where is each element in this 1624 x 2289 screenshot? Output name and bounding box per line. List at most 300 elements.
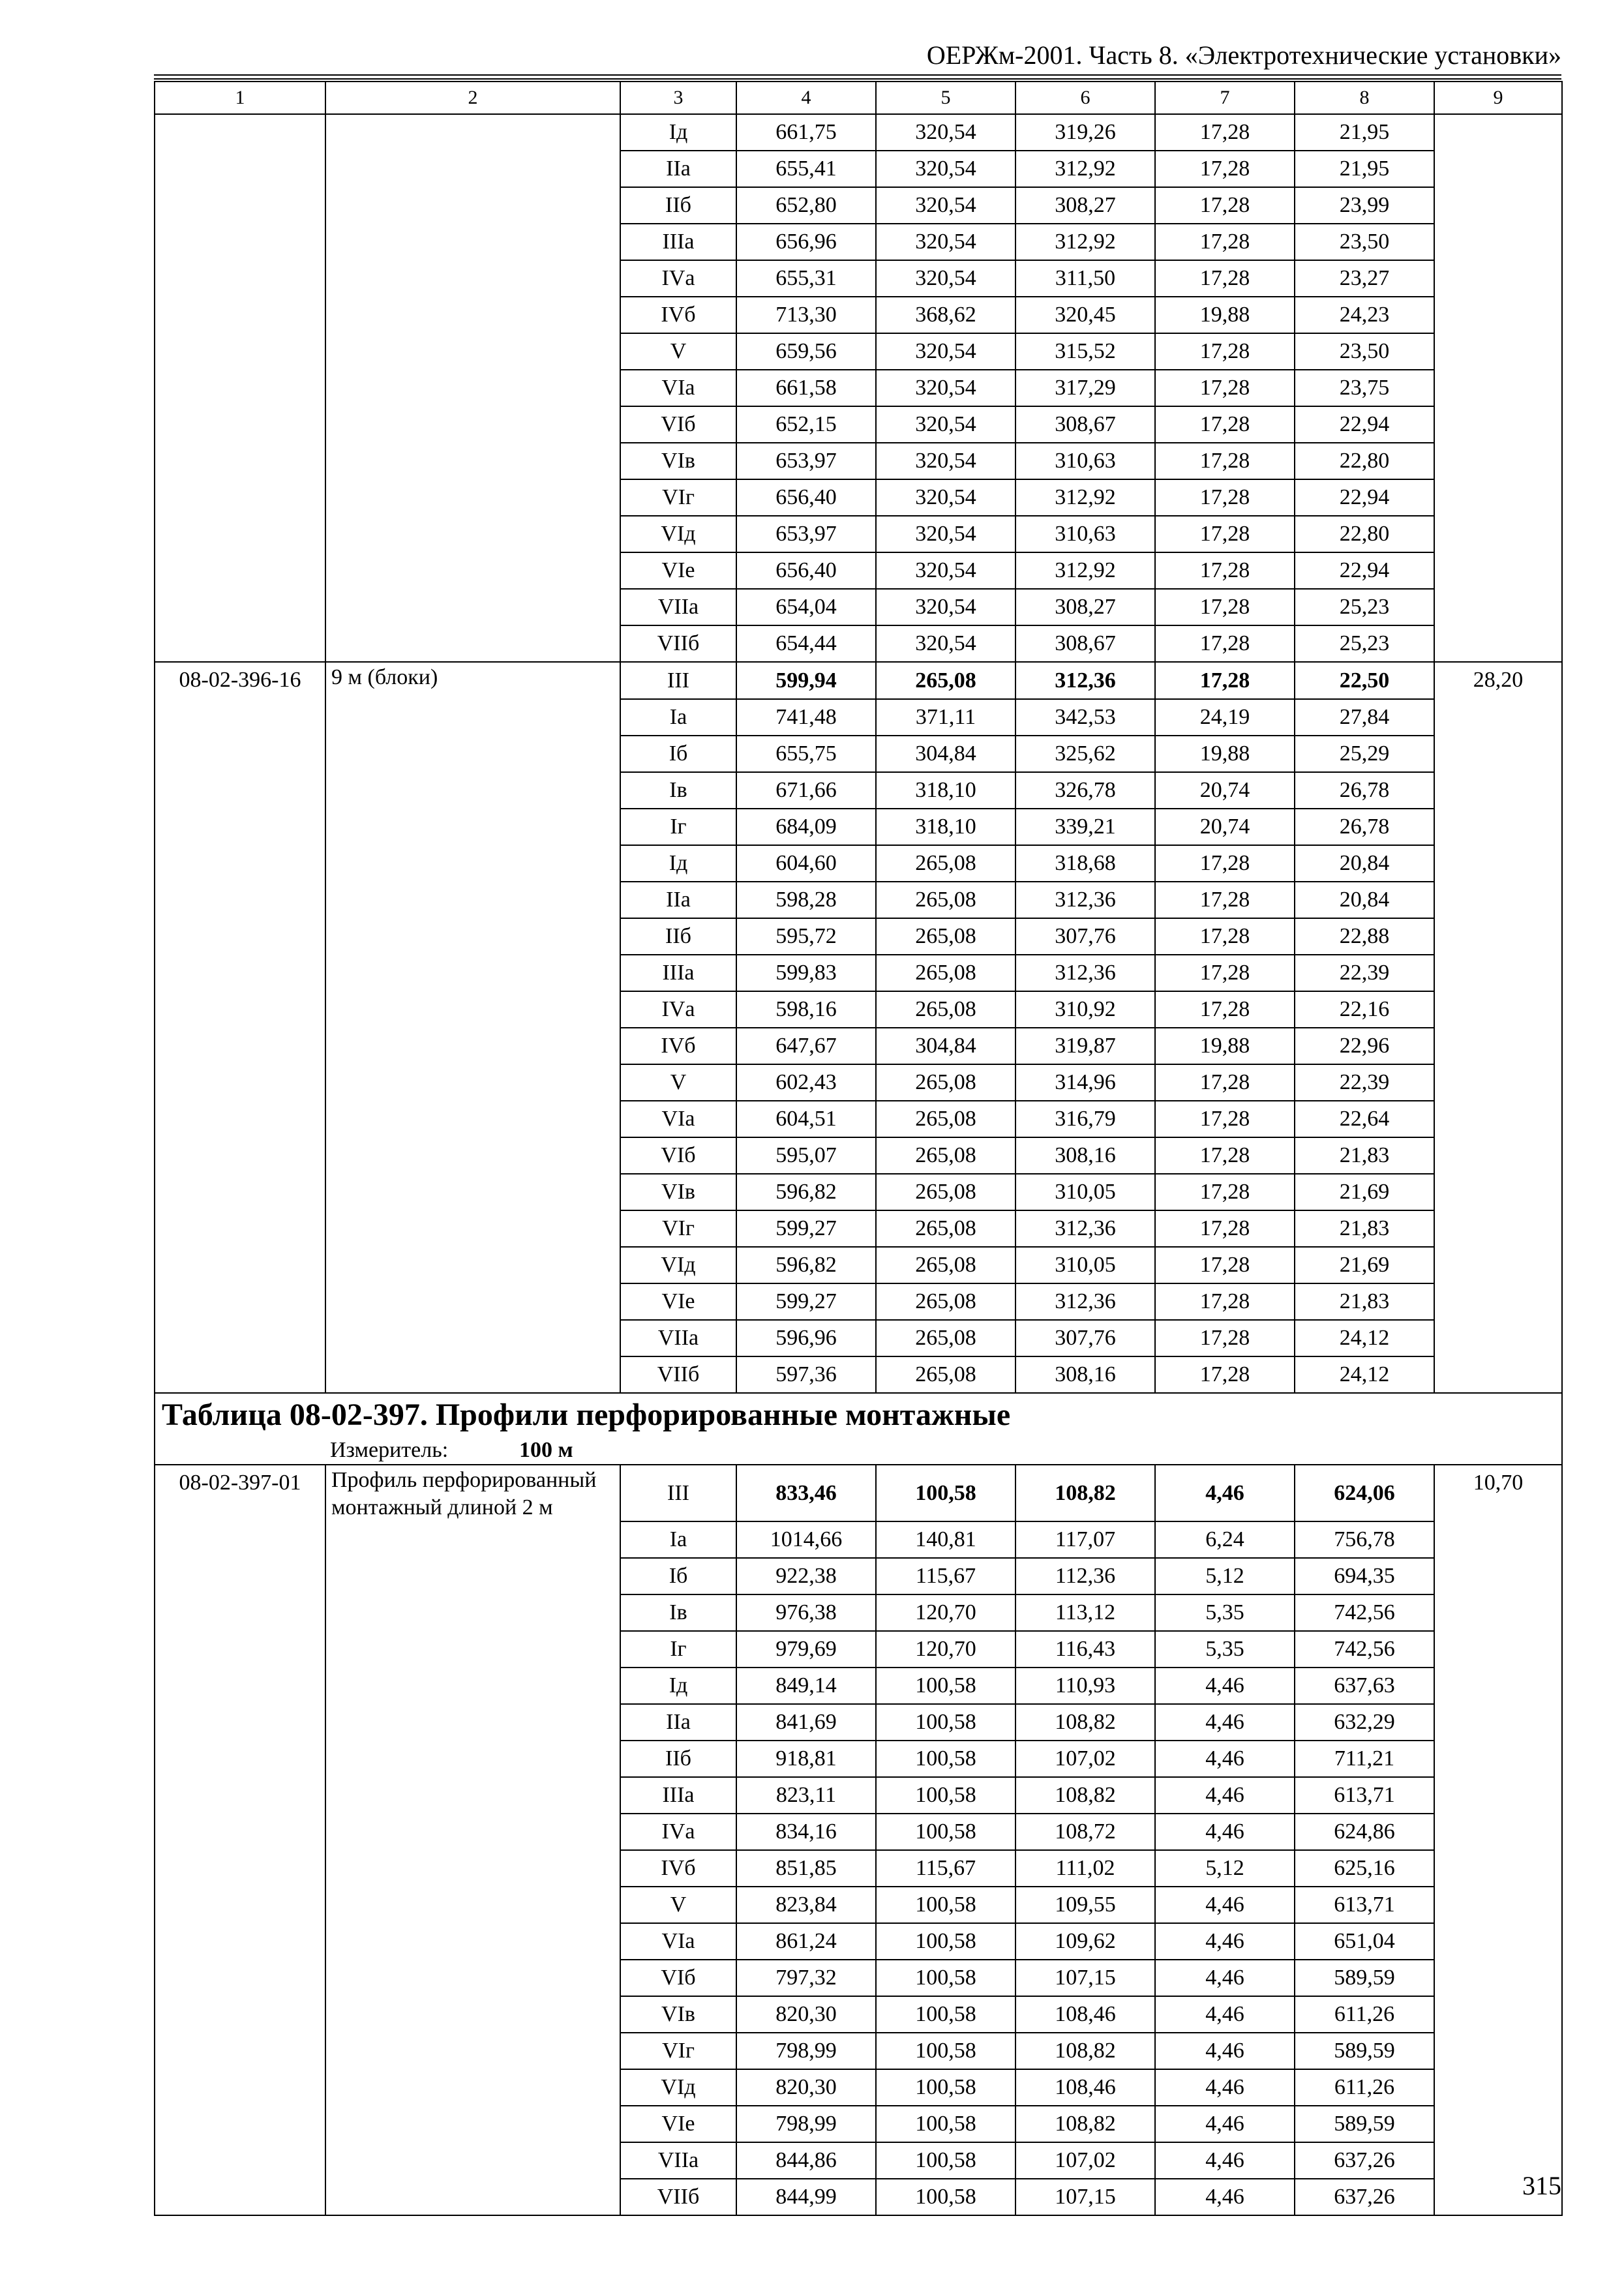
value-cell: 599,27: [736, 1283, 876, 1320]
value-cell: 312,36: [1015, 1210, 1155, 1247]
value-cell: 21,69: [1295, 1174, 1434, 1210]
value-cell: 320,54: [876, 479, 1015, 516]
code-cell: [155, 1777, 325, 1814]
table-row: [155, 406, 1562, 443]
name-cell: [325, 2142, 620, 2179]
value-cell: 611,26: [1295, 1996, 1434, 2033]
value-cell: 6,24: [1155, 1521, 1295, 1558]
value-cell: 320,54: [876, 443, 1015, 479]
value-cell: 595,72: [736, 918, 876, 955]
class-cell: IIб: [620, 1741, 736, 1777]
value-cell: 742,56: [1295, 1594, 1434, 1631]
class-cell: VIа: [620, 370, 736, 406]
value-cell: 21,95: [1295, 114, 1434, 151]
code-cell: [155, 443, 325, 479]
value-cell: 100,58: [876, 1887, 1015, 1923]
header-rule-double: [154, 78, 1561, 80]
class-cell: VIIб: [620, 2179, 736, 2215]
class-cell: VIе: [620, 2106, 736, 2142]
name-cell: [325, 333, 620, 370]
value-cell: 25,23: [1295, 625, 1434, 662]
value-cell: 17,28: [1155, 224, 1295, 260]
value-cell: 320,54: [876, 224, 1015, 260]
value-cell: 598,16: [736, 991, 876, 1028]
value-cell: 659,56: [736, 333, 876, 370]
value-cell: 5,35: [1155, 1594, 1295, 1631]
value-cell: 4,46: [1155, 2106, 1295, 2142]
name-cell: [325, 1064, 620, 1101]
value-cell: 312,92: [1015, 479, 1155, 516]
class-cell: VIб: [620, 1960, 736, 1996]
class-cell: IIа: [620, 1704, 736, 1741]
class-cell: IIа: [620, 151, 736, 187]
coefficient-cell: [1434, 1320, 1562, 1356]
coefficient-cell: [1434, 1923, 1562, 1960]
value-cell: 311,50: [1015, 260, 1155, 297]
value-cell: 17,28: [1155, 443, 1295, 479]
coefficient-cell: [1434, 406, 1562, 443]
value-cell: 861,24: [736, 1923, 876, 1960]
value-cell: 112,36: [1015, 1558, 1155, 1594]
column-number: 1: [155, 82, 325, 114]
value-cell: 613,71: [1295, 1777, 1434, 1814]
name-cell: [325, 2106, 620, 2142]
value-cell: 314,96: [1015, 1064, 1155, 1101]
coefficient-cell: [1434, 516, 1562, 552]
class-cell: VIд: [620, 516, 736, 552]
value-cell: 108,82: [1015, 2106, 1155, 2142]
name-cell: [325, 699, 620, 736]
value-cell: 742,56: [1295, 1631, 1434, 1668]
name-cell: [325, 772, 620, 809]
class-cell: IVа: [620, 260, 736, 297]
value-cell: 632,29: [1295, 1704, 1434, 1741]
value-cell: 117,07: [1015, 1521, 1155, 1558]
value-cell: 19,88: [1155, 736, 1295, 772]
value-cell: 304,84: [876, 1028, 1015, 1064]
value-cell: 265,08: [876, 1320, 1015, 1356]
column-number: 2: [325, 82, 620, 114]
value-cell: 17,28: [1155, 151, 1295, 187]
value-cell: 120,70: [876, 1631, 1015, 1668]
value-cell: 265,08: [876, 955, 1015, 991]
value-cell: 265,08: [876, 1247, 1015, 1283]
code-cell: [155, 845, 325, 882]
class-cell: IIIа: [620, 955, 736, 991]
table-row: [155, 333, 1562, 370]
column-number: 4: [736, 82, 876, 114]
value-cell: 589,59: [1295, 2033, 1434, 2069]
unit-line: [162, 1437, 1561, 1464]
name-cell: [325, 443, 620, 479]
code-cell: [155, 114, 325, 151]
value-cell: 24,23: [1295, 297, 1434, 333]
coefficient-cell: [1434, 1137, 1562, 1174]
value-cell: 22,16: [1295, 991, 1434, 1028]
class-cell: VIIб: [620, 625, 736, 662]
value-cell: 841,69: [736, 1704, 876, 1741]
value-cell: 342,53: [1015, 699, 1155, 736]
value-cell: 22,39: [1295, 955, 1434, 991]
page-number: 315: [1522, 2171, 1561, 2200]
class-cell: Iд: [620, 845, 736, 882]
name-cell: [325, 918, 620, 955]
table-row: [155, 187, 1562, 224]
table-row: [155, 224, 1562, 260]
class-cell: VIд: [620, 1247, 736, 1283]
value-cell: 17,28: [1155, 1283, 1295, 1320]
value-cell: 834,16: [736, 1814, 876, 1850]
value-cell: 100,58: [876, 1960, 1015, 1996]
value-cell: 100,58: [876, 2142, 1015, 2179]
value-cell: 310,05: [1015, 1174, 1155, 1210]
code-cell: [155, 736, 325, 772]
value-cell: 100,58: [876, 1996, 1015, 2033]
code-cell: [155, 625, 325, 662]
class-cell: VIIа: [620, 1320, 736, 1356]
class-cell: III: [620, 1465, 736, 1521]
code-cell: [155, 151, 325, 187]
table-row: [155, 1631, 1562, 1668]
coefficient-cell: [1434, 224, 1562, 260]
code-cell: [155, 1028, 325, 1064]
column-number: 5: [876, 82, 1015, 114]
value-cell: 308,67: [1015, 406, 1155, 443]
value-cell: 797,32: [736, 1960, 876, 1996]
value-cell: 17,28: [1155, 625, 1295, 662]
table-row: [155, 699, 1562, 736]
value-cell: 17,28: [1155, 882, 1295, 918]
class-cell: IVб: [620, 1028, 736, 1064]
table-row: [155, 918, 1562, 955]
name-cell: [325, 516, 620, 552]
name-cell: [325, 406, 620, 443]
value-cell: 17,28: [1155, 479, 1295, 516]
class-cell: Iв: [620, 772, 736, 809]
value-cell: 653,97: [736, 516, 876, 552]
value-cell: 17,28: [1155, 1247, 1295, 1283]
coefficient-cell: [1434, 1594, 1562, 1631]
value-cell: 4,46: [1155, 1704, 1295, 1741]
code-cell: [155, 187, 325, 224]
table-row: [155, 1247, 1562, 1283]
table-row: [155, 2142, 1562, 2179]
class-cell: VIб: [620, 406, 736, 443]
value-cell: 19,88: [1155, 1028, 1295, 1064]
value-cell: 589,59: [1295, 1960, 1434, 1996]
value-cell: 611,26: [1295, 2069, 1434, 2106]
coefficient-cell: [1434, 1741, 1562, 1777]
value-cell: 671,66: [736, 772, 876, 809]
value-cell: 308,16: [1015, 1137, 1155, 1174]
value-cell: 656,40: [736, 479, 876, 516]
name-cell: [325, 1704, 620, 1741]
coefficient-cell: [1434, 918, 1562, 955]
running-header: [154, 37, 1561, 74]
value-cell: 100,58: [876, 1777, 1015, 1814]
name-cell: [325, 1247, 620, 1283]
class-cell: VIа: [620, 1101, 736, 1137]
coefficient-cell: [1434, 552, 1562, 589]
value-cell: 108,46: [1015, 2069, 1155, 2106]
code-cell: [155, 991, 325, 1028]
table-row: [155, 991, 1562, 1028]
name-cell: [325, 1521, 620, 1558]
value-cell: 17,28: [1155, 187, 1295, 224]
value-cell: 108,82: [1015, 1465, 1155, 1521]
value-cell: 100,58: [876, 1465, 1015, 1521]
value-cell: 798,99: [736, 2033, 876, 2069]
code-cell: [155, 1668, 325, 1704]
section-cell: [155, 1393, 1562, 1465]
value-cell: 265,08: [876, 1356, 1015, 1393]
table-row: [155, 1064, 1562, 1101]
value-cell: 653,97: [736, 443, 876, 479]
coefficient-cell: 10,70: [1434, 1465, 1562, 1521]
name-cell: [325, 589, 620, 625]
coefficient-cell: [1434, 1064, 1562, 1101]
value-cell: 100,58: [876, 1923, 1015, 1960]
value-cell: 326,78: [1015, 772, 1155, 809]
coefficient-cell: [1434, 1174, 1562, 1210]
table-row: [155, 882, 1562, 918]
code-cell: [155, 1101, 325, 1137]
value-cell: 312,92: [1015, 224, 1155, 260]
value-cell: 100,58: [876, 1814, 1015, 1850]
value-cell: 654,04: [736, 589, 876, 625]
name-cell: Профиль перфорированный монтажный длиной 2 м: [325, 1465, 620, 1521]
value-cell: 918,81: [736, 1741, 876, 1777]
class-cell: VIе: [620, 1283, 736, 1320]
table-row: [155, 1996, 1562, 2033]
value-cell: 304,84: [876, 736, 1015, 772]
table-row: [155, 2069, 1562, 2106]
value-cell: 265,08: [876, 662, 1015, 699]
value-cell: 976,38: [736, 1594, 876, 1631]
name-cell: [325, 114, 620, 151]
class-cell: VIе: [620, 552, 736, 589]
value-cell: 22,80: [1295, 443, 1434, 479]
coefficient-cell: [1434, 736, 1562, 772]
class-cell: IVа: [620, 1814, 736, 1850]
value-cell: 17,28: [1155, 589, 1295, 625]
value-cell: 17,28: [1155, 1101, 1295, 1137]
value-cell: 4,46: [1155, 1777, 1295, 1814]
class-cell: V: [620, 1887, 736, 1923]
class-cell: V: [620, 333, 736, 370]
table-row: [155, 1887, 1562, 1923]
class-cell: III: [620, 662, 736, 699]
code-cell: [155, 1850, 325, 1887]
value-cell: 613,71: [1295, 1887, 1434, 1923]
coefficient-cell: [1434, 114, 1562, 151]
code-cell: [155, 1137, 325, 1174]
value-cell: 624,86: [1295, 1814, 1434, 1850]
value-cell: 111,02: [1015, 1850, 1155, 1887]
value-cell: 316,79: [1015, 1101, 1155, 1137]
value-cell: 17,28: [1155, 955, 1295, 991]
value-cell: 17,28: [1155, 1320, 1295, 1356]
value-cell: 22,39: [1295, 1064, 1434, 1101]
value-cell: 4,46: [1155, 2069, 1295, 2106]
code-cell: 08-02-397-01: [155, 1465, 325, 1521]
coefficient-cell: [1434, 809, 1562, 845]
class-cell: Iа: [620, 1521, 736, 1558]
table-row: [155, 297, 1562, 333]
unit-label: Измеритель:: [330, 1438, 449, 1462]
value-cell: 5,12: [1155, 1850, 1295, 1887]
table-row: [155, 1777, 1562, 1814]
code-cell: [155, 1064, 325, 1101]
coefficient-cell: [1434, 845, 1562, 882]
table-row: [155, 1028, 1562, 1064]
class-cell: VIг: [620, 1210, 736, 1247]
name-cell: [325, 552, 620, 589]
name-cell: [325, 1137, 620, 1174]
value-cell: 320,54: [876, 552, 1015, 589]
value-cell: 310,92: [1015, 991, 1155, 1028]
name-cell: [325, 2179, 620, 2215]
name-cell: [325, 1210, 620, 1247]
value-cell: 310,05: [1015, 1247, 1155, 1283]
value-cell: 310,63: [1015, 516, 1155, 552]
class-cell: VIб: [620, 1137, 736, 1174]
value-cell: 21,83: [1295, 1283, 1434, 1320]
table-row: [155, 370, 1562, 406]
coefficient-cell: [1434, 260, 1562, 297]
class-cell: VIа: [620, 1923, 736, 1960]
value-cell: 604,51: [736, 1101, 876, 1137]
price-table: [154, 81, 1563, 2216]
table-row: [155, 845, 1562, 882]
class-cell: Iд: [620, 114, 736, 151]
table-row: [155, 1101, 1562, 1137]
name-cell: [325, 1960, 620, 1996]
value-cell: 320,54: [876, 260, 1015, 297]
coefficient-cell: [1434, 1668, 1562, 1704]
value-cell: 113,12: [1015, 1594, 1155, 1631]
code-cell: [155, 2033, 325, 2069]
value-cell: 823,84: [736, 1887, 876, 1923]
value-cell: 325,62: [1015, 736, 1155, 772]
value-cell: 17,28: [1155, 1064, 1295, 1101]
name-cell: [325, 625, 620, 662]
coefficient-cell: [1434, 1777, 1562, 1814]
name-cell: [325, 2033, 620, 2069]
value-cell: 26,78: [1295, 772, 1434, 809]
value-cell: 20,84: [1295, 845, 1434, 882]
name-cell: [325, 1850, 620, 1887]
value-cell: 107,02: [1015, 2142, 1155, 2179]
code-cell: [155, 918, 325, 955]
table-row: [155, 2179, 1562, 2215]
code-cell: [155, 297, 325, 333]
value-cell: 308,67: [1015, 625, 1155, 662]
value-cell: 308,27: [1015, 187, 1155, 224]
coefficient-cell: [1434, 589, 1562, 625]
code-cell: [155, 1814, 325, 1850]
class-cell: VIIб: [620, 1356, 736, 1393]
value-cell: 265,08: [876, 845, 1015, 882]
coefficient-cell: [1434, 187, 1562, 224]
table-row: [155, 552, 1562, 589]
value-cell: 320,54: [876, 589, 1015, 625]
table-row: [155, 1850, 1562, 1887]
code-cell: [155, 699, 325, 736]
name-cell: [325, 1174, 620, 1210]
value-cell: 17,28: [1155, 845, 1295, 882]
class-cell: IVб: [620, 297, 736, 333]
name-cell: [325, 1741, 620, 1777]
table-row: [155, 1356, 1562, 1393]
value-cell: 315,52: [1015, 333, 1155, 370]
coefficient-cell: [1434, 443, 1562, 479]
value-cell: 651,04: [1295, 1923, 1434, 1960]
value-cell: 20,84: [1295, 882, 1434, 918]
value-cell: 310,63: [1015, 443, 1155, 479]
column-number: 7: [1155, 82, 1295, 114]
value-cell: 851,85: [736, 1850, 876, 1887]
value-cell: 17,28: [1155, 552, 1295, 589]
name-cell: [325, 1996, 620, 2033]
name-cell: [325, 1631, 620, 1668]
name-cell: [325, 809, 620, 845]
table-row: [155, 1137, 1562, 1174]
value-cell: 22,64: [1295, 1101, 1434, 1137]
class-cell: VIд: [620, 2069, 736, 2106]
coefficient-cell: [1434, 1101, 1562, 1137]
value-cell: 22,80: [1295, 516, 1434, 552]
value-cell: 637,63: [1295, 1668, 1434, 1704]
name-cell: [325, 955, 620, 991]
table-row: [155, 1704, 1562, 1741]
value-cell: 979,69: [736, 1631, 876, 1668]
value-cell: 4,46: [1155, 2142, 1295, 2179]
value-cell: 320,54: [876, 516, 1015, 552]
value-cell: 17,28: [1155, 1174, 1295, 1210]
table-row: [155, 809, 1562, 845]
value-cell: 312,36: [1015, 1283, 1155, 1320]
value-cell: 24,19: [1155, 699, 1295, 736]
value-cell: 4,46: [1155, 1996, 1295, 2033]
code-cell: [155, 552, 325, 589]
value-cell: 27,84: [1295, 699, 1434, 736]
coefficient-cell: [1434, 991, 1562, 1028]
code-cell: [155, 1558, 325, 1594]
value-cell: 922,38: [736, 1558, 876, 1594]
value-cell: 596,82: [736, 1247, 876, 1283]
coefficient-cell: [1434, 2069, 1562, 2106]
code-cell: [155, 1996, 325, 2033]
coefficient-cell: [1434, 1814, 1562, 1850]
table-row: [155, 1814, 1562, 1850]
value-cell: 100,58: [876, 2069, 1015, 2106]
name-cell: [325, 260, 620, 297]
value-cell: 320,54: [876, 187, 1015, 224]
table-row: [155, 1521, 1562, 1558]
coefficient-cell: [1434, 772, 1562, 809]
name-cell: [325, 1283, 620, 1320]
name-cell: [325, 224, 620, 260]
code-cell: [155, 260, 325, 297]
value-cell: 21,69: [1295, 1247, 1434, 1283]
value-cell: 107,15: [1015, 1960, 1155, 1996]
column-number: 9: [1434, 82, 1562, 114]
code-cell: [155, 1960, 325, 1996]
coefficient-cell: [1434, 625, 1562, 662]
value-cell: 798,99: [736, 2106, 876, 2142]
value-cell: 17,28: [1155, 1356, 1295, 1393]
